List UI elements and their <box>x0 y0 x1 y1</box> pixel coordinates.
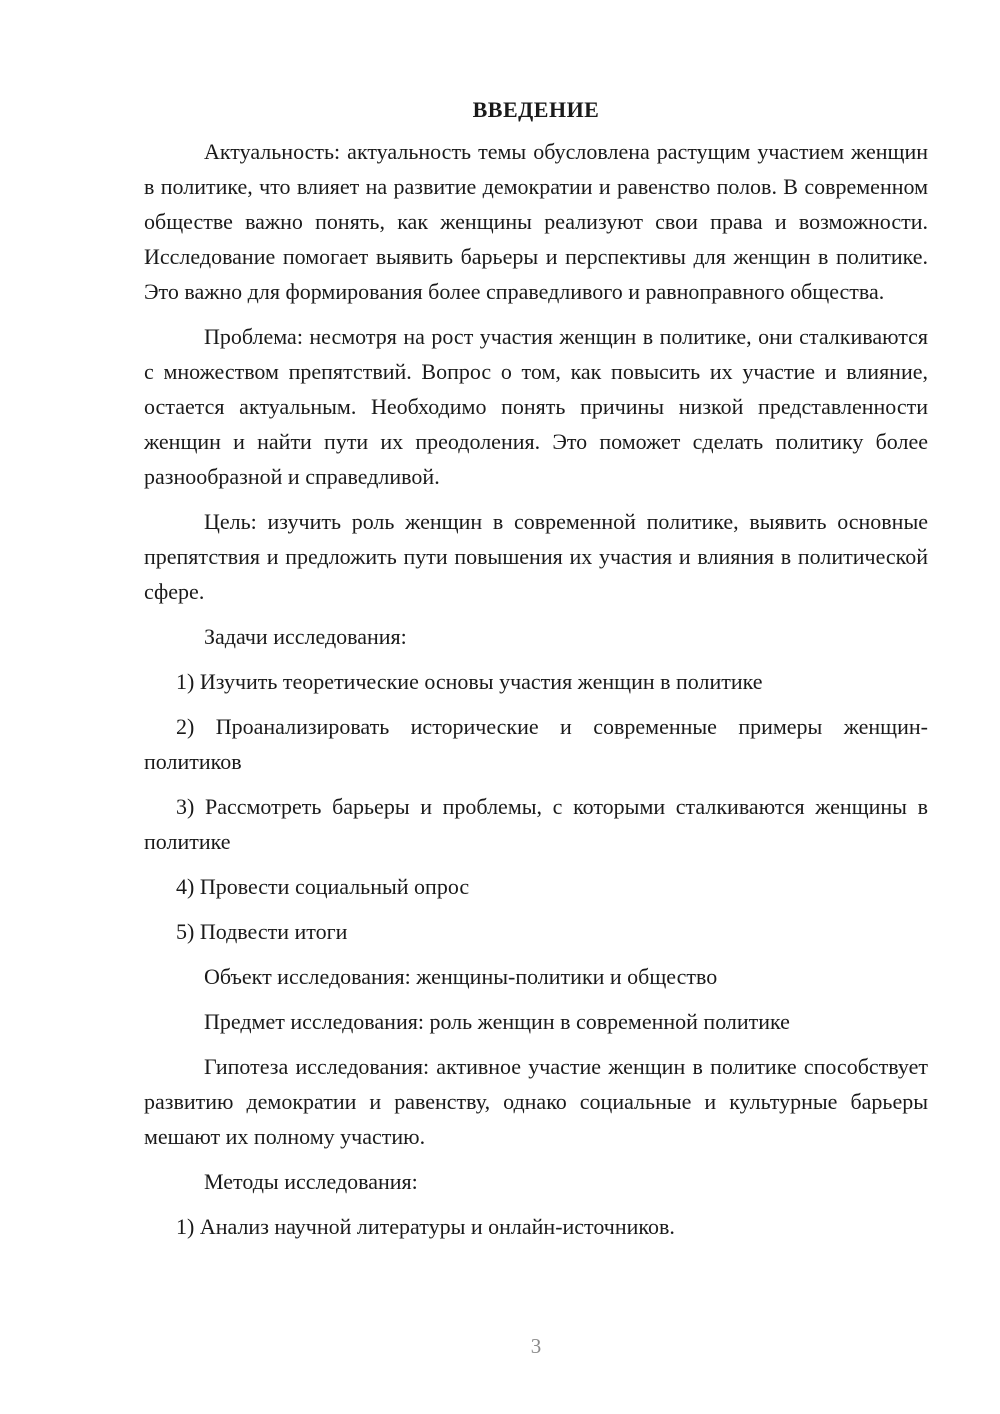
task-item-1: 1) Изучить теоретические основы участия женщин в политике <box>176 669 763 694</box>
paragraph-object: Объект исследования: женщины-политики и общество <box>204 964 718 989</box>
paragraph-problem: Проблема: несмотря на рост участия женщин в политике, они сталкиваются с множеством препятствий. Вопрос о том, как повысить их участие и влияние, остается актуальным. Необходимо понять причины низкой представленности женщин и найти пути их преодоления. Это поможет сделать политику более разнообразной и справедливой. <box>144 324 928 489</box>
method-item-1: 1) Анализ научной литературы и онлайн-источников. <box>176 1214 675 1239</box>
tasks-heading: Задачи исследования: <box>204 624 407 649</box>
paragraph-relevance: Актуальность: актуальность темы обусловлена растущим участием женщин в политике, что влияет на развитие демократии и равенство полов. В современном обществе важно понять, как женщины реализуют свои права и возможности. Исследование помогает выявить барьеры и перспективы для женщин в политике. Это важно для формирования более справедливого и равноправного общества. <box>144 139 928 304</box>
task-item-3: 3) Рассмотреть барьеры и проблемы, с которыми сталкиваются женщины в политике <box>144 794 928 854</box>
task-item-5: 5) Подвести итоги <box>176 919 348 944</box>
methods-heading: Методы исследования: <box>204 1169 418 1194</box>
task-item-2: 2) Проанализировать исторические и современные примеры женщин-политиков <box>144 714 928 774</box>
task-item-4: 4) Провести социальный опрос <box>176 874 470 899</box>
page-number: 3 <box>530 1334 542 1358</box>
paragraph-goal: Цель: изучить роль женщин в современной политике, выявить основные препятствия и предложить пути повышения их участия и влияния в политической сфере. <box>144 509 928 604</box>
paragraph-hypothesis: Гипотеза исследования: активное участие женщин в политике способствует развитию демократии и равенству, однако социальные и культурные барьеры мешают их полному участию. <box>144 1054 928 1149</box>
paragraph-subject: Предмет исследования: роль женщин в современной политике <box>204 1009 790 1034</box>
section-title: ВВЕДЕНИЕ <box>472 97 600 122</box>
document-page <box>144 96 928 1254</box>
